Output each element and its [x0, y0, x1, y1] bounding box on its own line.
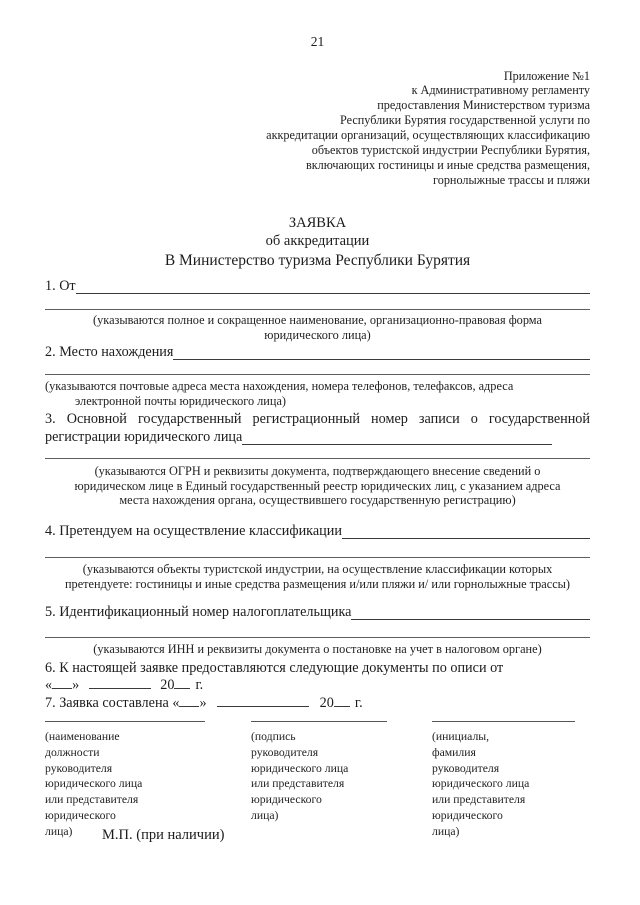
field-3-blank-line [242, 430, 552, 445]
field-1-caption [45, 313, 590, 342]
field-5-extra-blank-line [45, 637, 590, 638]
field-4-caption [45, 562, 590, 591]
signature-sign-column [251, 721, 387, 840]
year-blank [174, 677, 190, 689]
field-1-caption-line: юридического лица) [264, 327, 371, 342]
field-6-documents: 6. К настоящей заявке предоставляются следующие документы по описи от [45, 659, 504, 676]
appendix-block [45, 69, 590, 188]
appendix-line: аккредитации организаций, осуществляющих классификацию [266, 128, 590, 143]
page-number: 21 [310, 34, 325, 49]
field-2-blank-line [173, 345, 590, 360]
field-7-compiled-date [45, 695, 590, 711]
appendix-line: Приложение №1 [503, 68, 590, 83]
quote-open: « [172, 694, 180, 711]
year-suffix: г. [195, 676, 204, 693]
field-2-location [45, 345, 590, 360]
title-line-1: ЗАЯВКА [288, 214, 347, 231]
signature-line [432, 721, 575, 722]
field-5-caption-line: (указываются ИНН и реквизиты документа о постановке на учет в налоговом органе) [93, 642, 542, 657]
field-2-caption [45, 379, 590, 408]
field-7-label: 7. Заявка составлена [45, 694, 169, 711]
field-5-label: 5. Идентификационный номер налогоплательщика [45, 604, 352, 621]
day-blank [179, 695, 199, 707]
signature-line [251, 721, 387, 722]
year-prefix: 20 [160, 676, 175, 693]
month-blank [217, 695, 309, 707]
title-line-2: об аккредитации [265, 233, 370, 250]
field-3-ogrn-line2 [45, 430, 590, 445]
signature-line [45, 721, 205, 722]
field-4-extra-blank-line [45, 557, 590, 558]
field-1-label: 1. От [45, 277, 76, 294]
field-5-blank-line [351, 605, 590, 620]
appendix-line: включающих гостиницы и иные средства размещения, [306, 157, 590, 172]
field-4-blank-line [342, 524, 590, 539]
stamp-note: М.П. (при наличии) [102, 826, 225, 843]
signature-name-column [432, 721, 575, 840]
field-1-extra-blank-line [45, 309, 590, 310]
signature-position-caption: (наименование должности руководителя юридического лица или представителя юридического лица) [45, 729, 143, 838]
quote-open: « [45, 676, 53, 693]
field-4-caption-line: (указываются объекты туристской индустрии, на осуществление классификации которых [82, 562, 553, 577]
field-3-caption-line: (указываются ОГРН и реквизиты документа, подтверждающего внесение сведений о [94, 463, 541, 478]
appendix-line: горнолыжные трассы и пляжи [433, 172, 590, 187]
signature-section [45, 721, 590, 840]
signature-name-caption: (инициалы, фамилия руководителя юридического лица или представителя юридического лица) [432, 729, 530, 838]
field-3-caption [45, 464, 590, 508]
quote-close: » [72, 676, 80, 693]
field-3-caption-line: юридическом лице в Единый государственный реестр юридических лиц, с указанием адреса [74, 478, 561, 493]
field-2-label: 2. Место нахождения [45, 344, 174, 361]
year-blank [334, 695, 350, 707]
month-blank [89, 677, 151, 689]
appendix-line: предоставления Министерством туризма [377, 98, 590, 113]
field-3-caption-line: места нахождения органа, осуществившего государственную регистрацию) [119, 493, 516, 508]
field-2-extra-blank-line [45, 374, 590, 375]
appendix-line: Республики Бурятия государственной услуги по [340, 113, 590, 128]
field-5-caption [45, 642, 590, 657]
field-2-caption-line: электронной почты юридического лица) [75, 393, 287, 408]
signature-position-column [45, 721, 205, 840]
appendix-line: к Административному регламенту [411, 83, 590, 98]
field-5-inn [45, 605, 590, 620]
field-4-label: 4. Претендуем на осуществление классификации [45, 523, 342, 540]
field-1-blank-line [76, 279, 590, 294]
field-3-extra-blank-line [45, 458, 590, 459]
form-title [45, 214, 590, 271]
field-2-caption-line: (указываются почтовые адреса места нахождения, номера телефонов, телефаксов, адреса [45, 379, 514, 394]
field-1-caption-line: (указываются полное и сокращенное наименование, организационно-правовая форма [93, 312, 542, 327]
day-blank [52, 677, 72, 689]
year-suffix: г. [354, 694, 363, 711]
title-line-3: В Министерство туризма Республики Бурятия [164, 251, 471, 269]
quote-close: » [199, 694, 207, 711]
appendix-line: объектов туристской индустрии Республики Бурятия, [311, 143, 590, 158]
field-6-date [45, 677, 590, 693]
year-prefix: 20 [319, 694, 334, 711]
field-4-classification [45, 524, 590, 539]
signature-sign-caption: (подпись руководителя юридического лица или представителя юридического лица) [251, 729, 349, 822]
field-3-ogrn-line1: 3. Основной государственный регистрационный номер записи о государственной [45, 411, 590, 428]
field-4-caption-line: претендуете: гостиницы и иные средства размещения и/или пляжи и/ или горнолыжные трассы) [64, 576, 571, 591]
field-3-label: регистрации юридического лица [45, 428, 243, 445]
field-1-from [45, 279, 590, 294]
